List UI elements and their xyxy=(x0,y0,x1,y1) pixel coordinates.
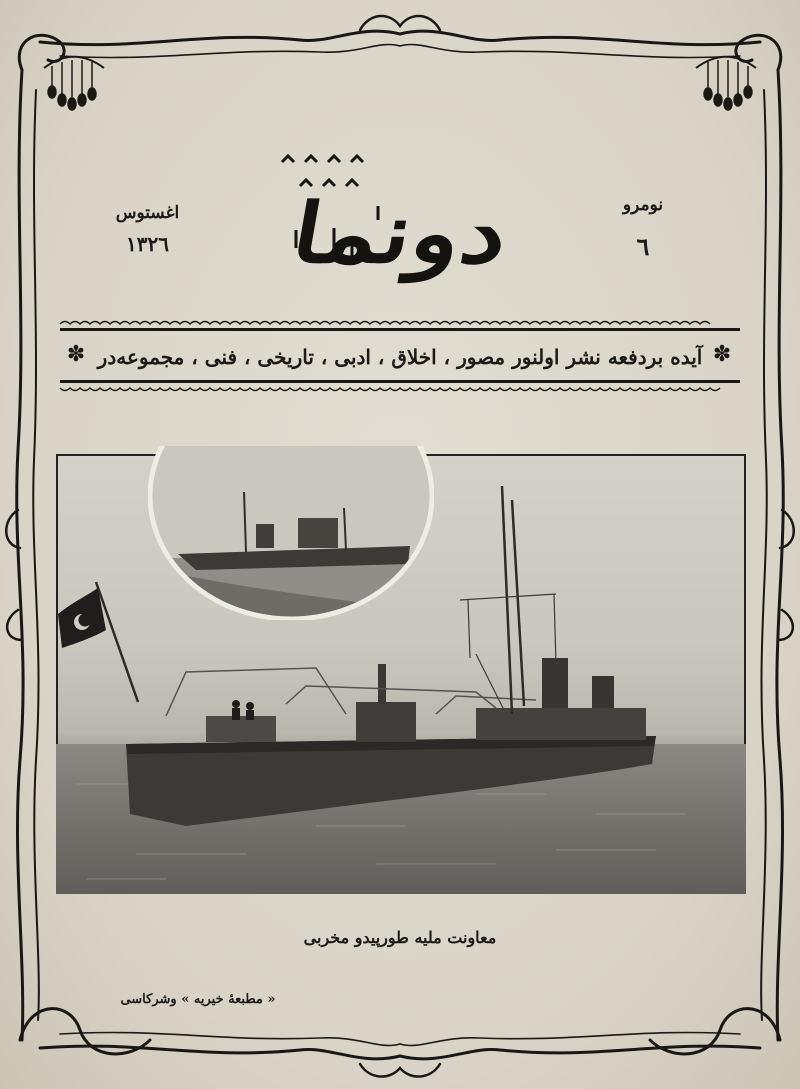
subtitle: آیده بردفعه نشر اولنور مصور ، اخلاق ، ادبی ، تاریخی ، فنی ، مجموعه‌در xyxy=(97,345,703,369)
star-icon: ✽ xyxy=(712,342,732,367)
date-year: ١٣٢٦ xyxy=(126,232,169,256)
star-icon: ✽ xyxy=(66,342,86,367)
issue-number: ٦ xyxy=(636,232,650,261)
inset-photograph xyxy=(148,446,434,620)
lily-ornament-icon xyxy=(44,57,756,110)
photo-caption: معاونت ملیه طورپیدو مخربی xyxy=(303,928,497,947)
masthead-title: دونما xyxy=(284,186,516,282)
printer-credit: « مطبعهٔ خیریه » وشرکاسی xyxy=(120,992,276,1007)
issue-label: نومرو xyxy=(622,195,664,215)
date-month: اغستوس xyxy=(115,203,180,223)
flag-icon xyxy=(58,588,106,648)
masthead xyxy=(250,148,550,298)
